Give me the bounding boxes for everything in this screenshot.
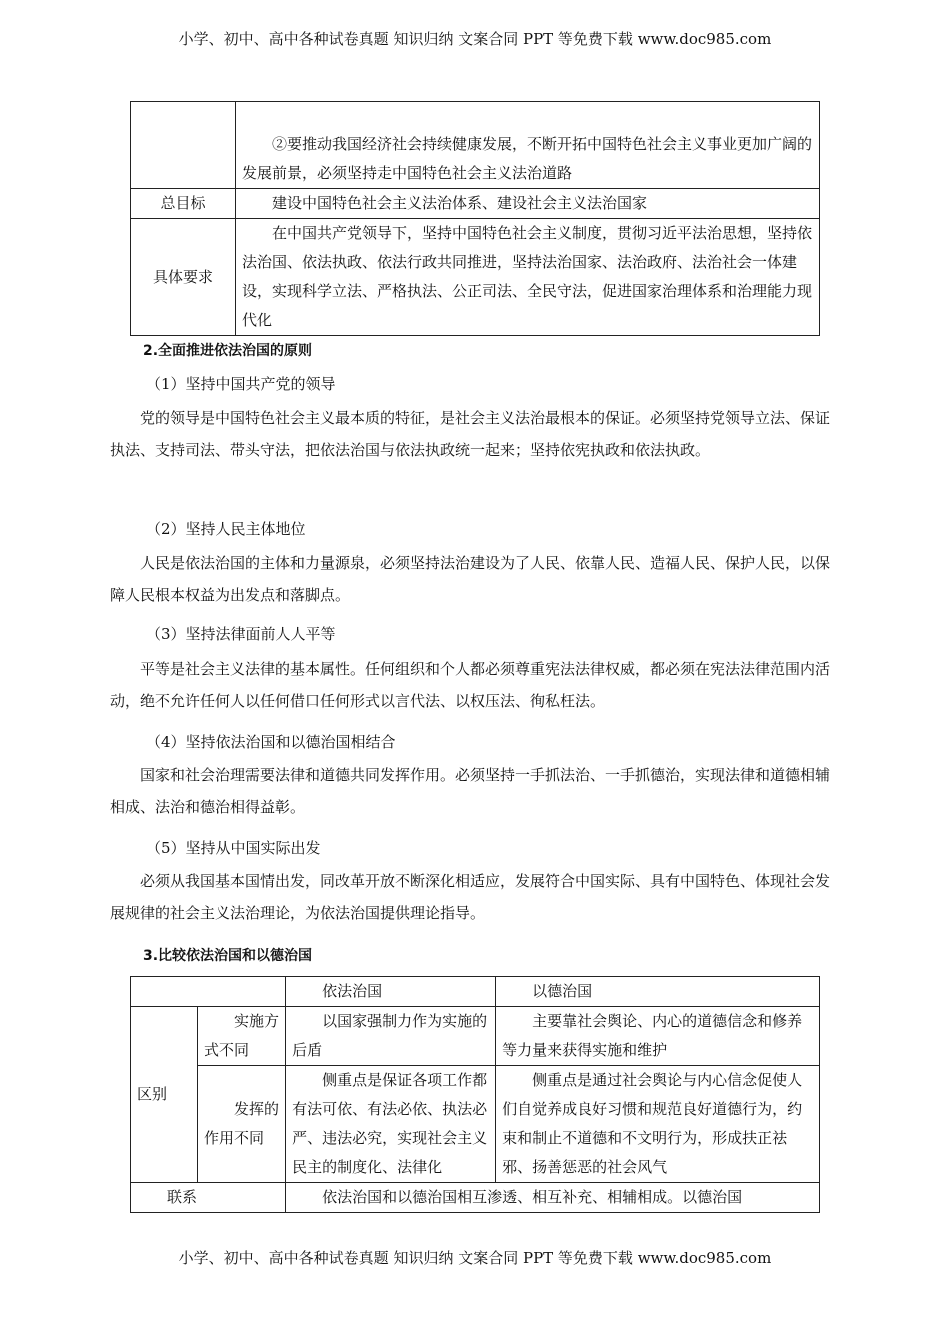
principle-heading: （1）坚持中国共产党的领导 [146,375,336,393]
principle-text: 必须从我国基本国情出发，同改革开放不断深化相适应，发展符合中国实际、具有中国特色、体现社会发展规律的社会主义法治理论，为依法治国提供理论指导。 [110,872,831,922]
principle-heading: （5）坚持从中国实际出发 [146,839,321,857]
col-header-virtue: 以德治国 [496,977,820,1007]
table-cell-empty [131,102,236,189]
section-title: 3.比较依法治国和以德治国 [143,948,313,964]
table-cell: 侧重点是保证各项工作都有法可依、有法必依、执法必严、违法必究，实现社会主义民主的制度化、法律化 [286,1066,496,1183]
row-label: 联系 [131,1183,286,1213]
row-label: 实施方式不同 [197,1007,285,1066]
col-header-law: 依法治国 [286,977,496,1007]
row-label-goal: 总目标 [131,189,236,219]
principle-text: 平等是社会主义法律的基本属性。任何组织和个人都必须尊重宪法法律权威，都必须在宪法法律范围内活动，绝不允许任何人以任何借口任何形式以言代法、以权压法、徇私枉法。 [110,660,831,710]
row-label-requirements: 具体要求 [131,219,236,336]
row1-text: ②要推动我国经济社会持续健康发展，不断开拓中国特色社会主义事业更加广阔的发展前景，必须坚持走中国特色社会主义法治道路 [242,135,813,182]
table-cell: 侧重点是通过社会舆论与内心信念促使人们自觉养成良好习惯和规范良好道德行为，约束和制止不道德和不文明行为，形成扶正祛邪、扬善惩恶的社会风气 [496,1066,820,1183]
comparison-table [130,976,820,1213]
principle-heading: （4）坚持依法治国和以德治国相结合 [146,733,396,751]
principle-heading: （3）坚持法律面前人人平等 [146,625,336,643]
row-text-requirements: 在中国共产党领导下，坚持中国特色社会主义制度，贯彻习近平法治思想，坚持依法治国、依法执政、依法行政共同推进，坚持法治国家、法治政府、法治社会一体建设，实现科学立法、严格执法、公正司法、全民守法，促进国家治理体系和治理能力现代化 [236,219,820,336]
table-cell: 主要靠社会舆论、内心的道德信念和修养等力量来获得实施和维护 [496,1007,820,1066]
page-header: 小学、初中、高中各种试卷真题 知识归纳 文案合同 PPT 等免费下载 www.doc985.com [178,30,772,48]
page-footer: 小学、初中、高中各种试卷真题 知识归纳 文案合同 PPT 等免费下载 www.doc985.com [178,1249,772,1267]
table-cell: 以国家强制力作为实施的后盾 [286,1007,496,1066]
principle-text: 人民是依法治国的主体和力量源泉，必须坚持法治建设为了人民、依靠人民、造福人民、保护人民，以保障人民根本权益为出发点和落脚点。 [110,554,831,604]
row-text-goal: 建设中国特色社会主义法治体系、建设社会主义法治国家 [236,189,820,219]
principle-heading: （2）坚持人民主体地位 [146,520,306,538]
principle-text: 国家和社会治理需要法律和道德共同发挥作用。必须坚持一手抓法治、一手抓德治，实现法律和道德相辅相成、法治和德治相得益彰。 [110,766,831,816]
principle-text: 党的领导是中国特色社会主义最本质的特征，是社会主义法治最根本的保证。必须坚持党领导立法、保证执法、支持司法、带头守法，把依法治国与依法执政统一起来；坚持依宪执政和依法执政。 [110,409,831,459]
table-overview [130,101,820,336]
table-cell [236,102,820,189]
section-title: 2.全面推进依法治国的原则 [143,343,313,359]
group-label: 区别 [131,1007,198,1183]
table-cell: 依法治国和以德治国相互渗透、相互补充、相辅相成。以德治国 [286,1183,820,1213]
row-label: 发挥的作用不同 [197,1066,285,1183]
table-cell-empty [131,977,286,1007]
